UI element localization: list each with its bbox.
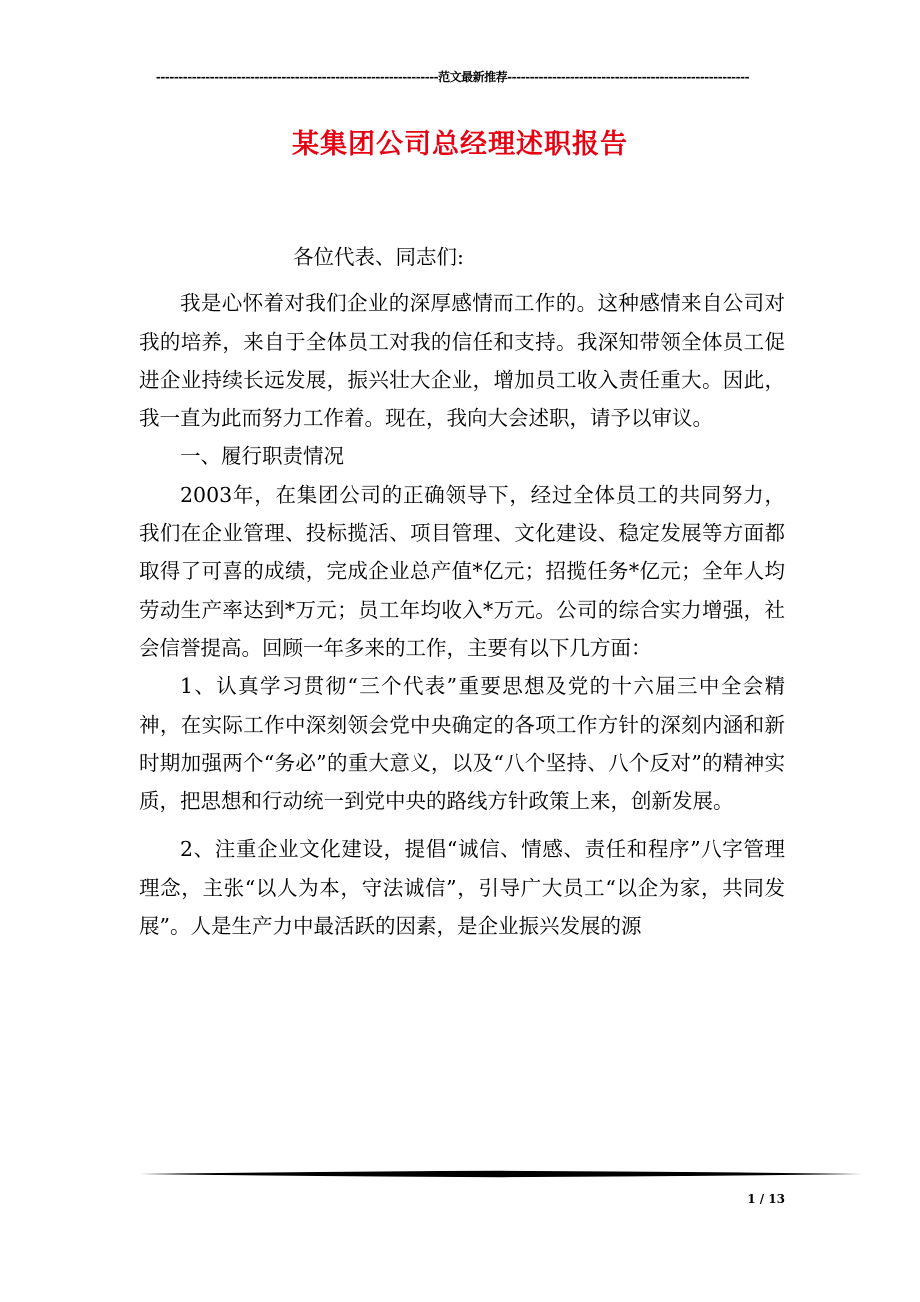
paragraph: 2003年，在集团公司的正确领导下，经过全体员工的共同努力，我们在企业管理、投标揽活、项目管理、文化建设、稳定发展等方面都取得了可喜的成绩，完成企业总产值*亿元；招揽任务*亿元；全年人均劳动生产率达到*万元；员工年均收入*万元。公司的综合实力增强，社会信誉提高。回顾一年多来的工作，主要有以下几方面： — [139, 482, 785, 660]
page-header: ---------------------------------------------------------------范文最新推荐------------------------------------------------------ — [155, 70, 750, 84]
section-heading: 一、履行职责情况 — [180, 444, 344, 469]
document-body — [139, 238, 785, 945]
paragraph: 我是心怀着对我们企业的深厚感情而工作的。这种感情来自公司对我的培养，来自于全体员工对我的信任和支持。我深知带领全体员工促进企业持续长远发展，振兴壮大企业，增加员工收入责任重大。因此，我一直为此而努力工作着。现在，我向大会述职，请予以审议。 — [139, 291, 785, 431]
document-title: 某集团公司总经理述职报告 — [292, 129, 628, 160]
paragraph: 1、认真学习贯彻“三个代表”重要思想及党的十六届三中全会精神，在实际工作中深刻领会党中央确定的各项工作方针的深刻内涵和新时期加强两个“务必”的重大意义，以及“八个坚持、八个反对”的精神实质，把思想和行动统一到党中央的路线方针政策上来，创新发展。 — [139, 674, 785, 814]
footer-divider — [140, 1170, 862, 1178]
greeting: 各位代表、同志们: — [293, 245, 464, 269]
page-number: 1 / 13 — [747, 1192, 785, 1206]
paragraph: 2、注重企业文化建设，提倡“诚信、情感、责任和程序”八字管理理念，主张“以人为本，守法诚信”，引导广大员工“以企为家，共同发展”。人是生产力中最活跃的因素，是企业振兴发展的源 — [139, 837, 785, 939]
